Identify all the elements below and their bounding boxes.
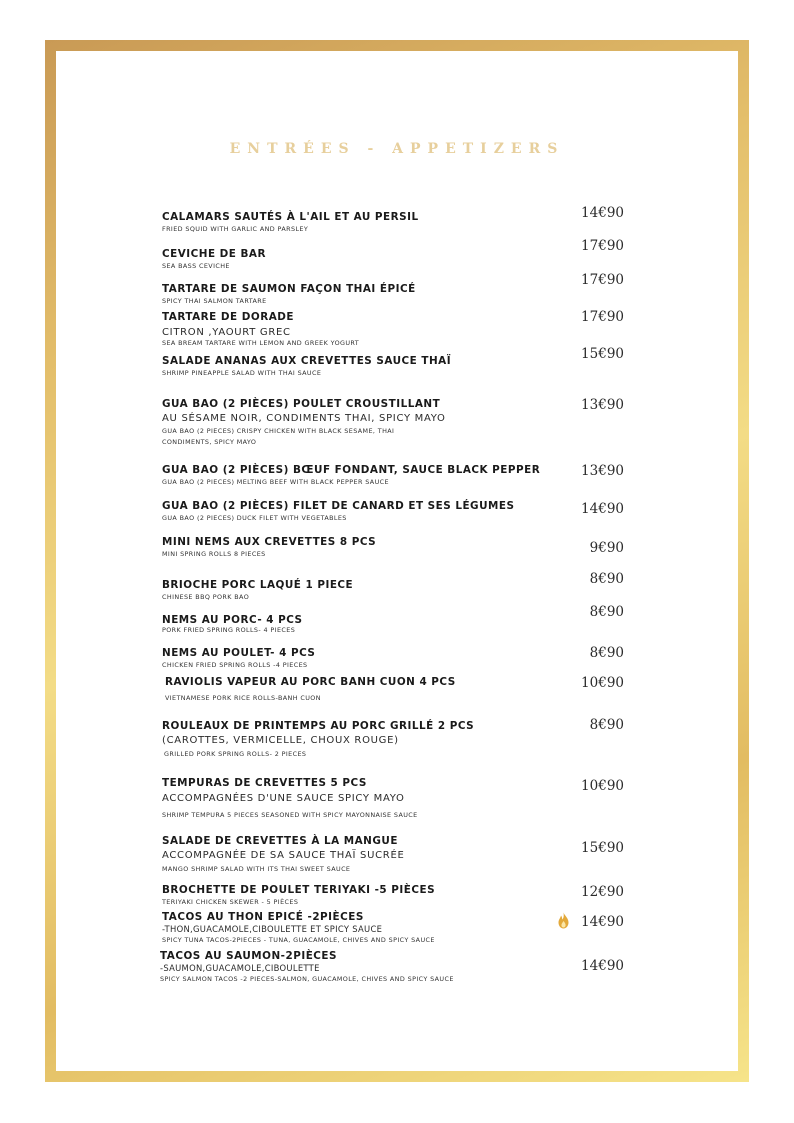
item-description: (CAROTTES, VERMICELLE, CHOUX ROUGE)	[162, 735, 399, 746]
item-english-description: GRILLED PORK SPRING ROLLS- 2 PIECES	[164, 750, 307, 758]
item-price: 13€90	[581, 463, 624, 479]
item-english-description: SPICY SALMON TACOS -2 PIECES-SALMON, GUACAMOLE, CHIVES AND SPICY SAUCE	[160, 975, 454, 983]
menu-item	[162, 883, 562, 907]
item-english-description-line2: CONDIMENTS, SPICY MAYO	[162, 438, 257, 446]
item-price: 13€90	[581, 397, 624, 413]
item-english-description: MINI SPRING ROLLS 8 PIECES	[162, 550, 266, 558]
menu-item	[162, 282, 562, 306]
item-price: 14€90	[581, 501, 624, 517]
item-name: BROCHETTE DE POULET TERIYAKI -5 PIÈCES	[162, 884, 436, 896]
item-english-description: PORK FRIED SPRING ROLLS- 4 PIECES	[162, 626, 296, 634]
item-name: MINI NEMS AUX CREVETTES 8 PCS	[162, 536, 377, 548]
item-description: -SAUMON,GUACAMOLE,CIBOULETTE	[160, 963, 320, 973]
menu-item	[162, 578, 562, 602]
menu-item	[162, 463, 562, 487]
item-description: ACCOMPAGNÉE DE SA SAUCE THAÏ SUCRÉE	[162, 850, 405, 861]
item-english-description: FRIED SQUID WITH GARLIC AND PARSLEY	[162, 225, 309, 233]
item-price: 17€90	[581, 272, 624, 288]
item-name: TARTARE DE DORADE	[162, 311, 294, 323]
item-name: TEMPURAS DE CREVETTES 5 PCS	[162, 777, 367, 789]
menu-item	[162, 776, 562, 820]
menu-item	[162, 310, 562, 347]
item-name: SALADE DE CREVETTES À LA MANGUE	[162, 835, 398, 847]
item-name: CEVICHE DE BAR	[162, 248, 266, 260]
menu-item	[162, 247, 562, 271]
item-price: 10€90	[581, 675, 624, 691]
item-name: TARTARE DE SAUMON FAÇON THAI ÉPICÉ	[162, 283, 416, 295]
item-price: 17€90	[581, 238, 624, 254]
item-english-description: SPICY TUNA TACOS-2PIECES - TUNA, GUACAMOLE, CHIVES AND SPICY SAUCE	[162, 936, 435, 944]
item-name: GUA BAO (2 PIÈCES) FILET DE CANARD ET SES LÉGUMES	[162, 500, 515, 512]
item-price: 12€90	[581, 884, 624, 900]
item-english-description: SPICY THAI SALMON TARTARE	[162, 297, 267, 305]
item-price: 14€90	[581, 914, 624, 930]
item-english-description: VIETNAMESE PORK RICE ROLLS-BANH CUON	[165, 694, 321, 702]
item-name: NEMS AU PORC- 4 PCS	[162, 614, 303, 626]
item-english-description: CHINESE BBQ PORK BAO	[162, 593, 250, 601]
item-price: 15€90	[581, 346, 624, 362]
item-name: SALADE ANANAS AUX CREVETTES SAUCE THAÏ	[162, 355, 452, 367]
item-name: CALAMARS SAUTÉS À L'AIL ET AU PERSIL	[162, 211, 419, 223]
item-description: CITRON ,YAOURT GREC	[162, 327, 291, 338]
item-price: 17€90	[581, 309, 624, 325]
item-price: 8€90	[589, 645, 624, 661]
menu-item	[162, 210, 562, 234]
item-price: 8€90	[589, 604, 624, 620]
item-name: TACOS AU THON EPICÉ -2PIÈCES	[162, 911, 364, 923]
menu-item	[162, 719, 562, 759]
item-english-description: SEA BREAM TARTARE WITH LEMON AND GREEK YOGURT	[162, 339, 360, 347]
item-name: GUA BAO (2 PIÈCES) BŒUF FONDANT, SAUCE BLACK PEPPER	[162, 464, 541, 476]
menu-item	[162, 354, 562, 378]
menu-item	[162, 613, 562, 634]
item-name: TACOS AU SAUMON-2PIÈCES	[160, 950, 337, 962]
item-name: BRIOCHE PORC LAQUÉ 1 PIECE	[162, 579, 354, 591]
item-english-description: CHICKEN FRIED SPRING ROLLS -4 PIECES	[162, 661, 308, 669]
item-english-description: SHRIMP PINEAPPLE SALAD WITH THAI SAUCE	[162, 369, 322, 377]
item-description: AU SÉSAME NOIR, CONDIMENTS THAI, SPICY MAYO	[162, 413, 446, 424]
item-english-description: TERIYAKI CHICKEN SKEWER - 5 PIÈCES	[162, 898, 299, 906]
item-english-description: SHRIMP TEMPURA 5 PIECES SEASONED WITH SPICY MAYONNAISE SAUCE	[162, 811, 418, 819]
item-price: 8€90	[589, 717, 624, 733]
item-price: 10€90	[581, 778, 624, 794]
menu-section-title: ENTRÉES - APPETIZERS	[229, 141, 565, 157]
menu-item	[165, 675, 565, 703]
item-english-description: SEA BASS CEVICHE	[162, 262, 230, 270]
item-price: 9€90	[589, 540, 624, 556]
item-description: ACCOMPAGNÉES D'UNE SAUCE SPICY MAYO	[162, 793, 405, 804]
menu-item	[162, 646, 562, 670]
item-description: -THON,GUACAMOLE,CIBOULETTE ET SPICY SAUCE	[162, 924, 383, 934]
item-english-description: GUA BAO (2 PIECES) MELTING BEEF WITH BLACK PEPPER SAUCE	[162, 478, 389, 486]
item-price: 14€90	[581, 958, 624, 974]
item-price: 8€90	[589, 571, 624, 587]
menu-item	[162, 834, 562, 874]
item-name: GUA BAO (2 PIÈCES) POULET CROUSTILLANT	[162, 398, 441, 410]
item-english-description: MANGO SHRIMP SALAD WITH ITS THAI SWEET SAUCE	[162, 865, 351, 873]
item-price: 14€90	[581, 205, 624, 221]
menu-item	[162, 910, 562, 946]
menu-item	[162, 499, 562, 523]
item-name: NEMS AU POULET- 4 PCS	[162, 647, 316, 659]
menu-item	[160, 949, 560, 985]
menu-item	[162, 535, 562, 559]
item-name: ROULEAUX DE PRINTEMPS AU PORC GRILLÉ 2 PCS	[162, 720, 475, 732]
item-english-description: GUA BAO (2 PIECES) DUCK FILET WITH VEGETABLES	[162, 514, 347, 522]
item-english-description: GUA BAO (2 PIECES) CRISPY CHICKEN WITH BLACK SESAME, THAI	[162, 427, 395, 435]
menu-item	[162, 397, 562, 448]
item-name: RAVIOLIS VAPEUR AU PORC BANH CUON 4 PCS	[165, 676, 456, 688]
item-price: 15€90	[581, 840, 624, 856]
